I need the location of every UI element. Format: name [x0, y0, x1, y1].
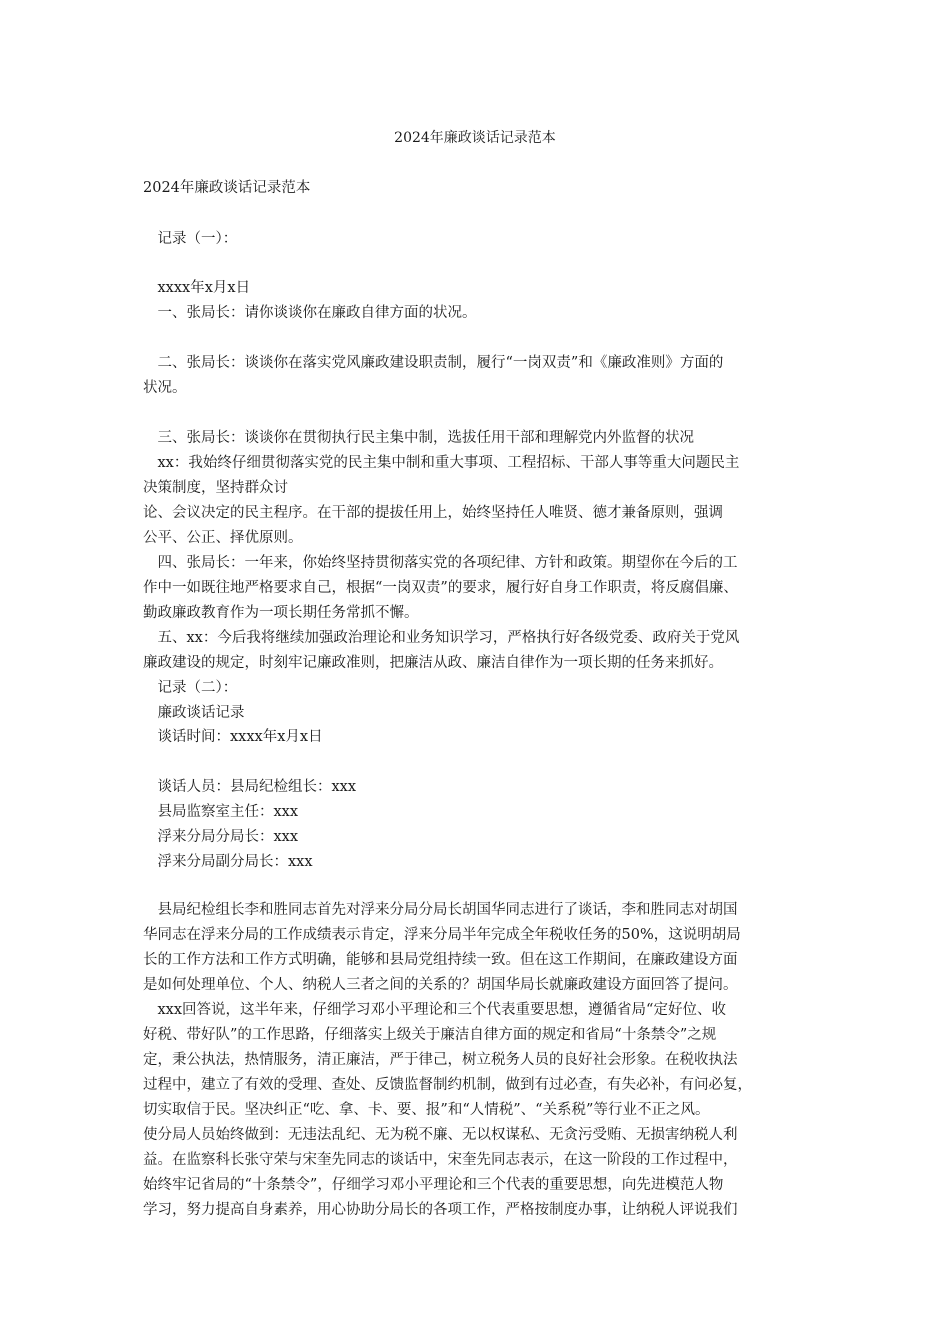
- text-line: 三、张局长：谈谈你在贯彻执行民主集中制，选拔任用干部和理解党内外监督的状况: [143, 430, 694, 446]
- text-line: 始终牢记省局的“十条禁令”，仔细学习邓小平理论和三个代表的重要思想，向先进模范人物: [143, 1177, 724, 1193]
- text-line: 好税、带好队”的工作思路，仔细落实上级关于廉洁自律方面的规定和省局“十条禁令”之规: [143, 1027, 717, 1043]
- text-line: 四、张局长：一年来，你始终坚持贯彻落实党的各项纪律、方针和政策。期望你在今后的工: [143, 555, 738, 571]
- text-line: 益。在监察科长张守荣与宋奎先同志的谈话中，宋奎先同志表示，在这一阶段的工作过程中，: [143, 1152, 738, 1168]
- text-line: 谈话人员：县局纪检组长：xxx: [143, 779, 357, 795]
- text-line: 使分局人员始终做到：无违法乱纪、无为税不廉、无以权谋私、无贪污受贿、无损害纳税人利: [143, 1127, 738, 1143]
- text-line: 过程中，建立了有效的受理、查处、反馈监督制约机制，做到有过必查，有失必补，有问必复，: [143, 1077, 752, 1093]
- document-heading: 2024年廉政谈话记录范本: [143, 180, 311, 196]
- text-line: 县局纪检组长李和胜同志首先对浮来分局分局长胡国华同志进行了谈话，李和胜同志对胡国: [143, 902, 738, 918]
- text-line: 论、会议决定的民主程序。在干部的提拔任用上，始终坚持任人唯贤、德才兼备原则，强调: [143, 505, 723, 521]
- text-line: 记录（一）：: [143, 231, 238, 247]
- text-line: 二、张局长：谈谈你在落实党风廉政建设职责制，履行“一岗双责”和《廉政准则》方面的: [143, 355, 724, 371]
- text-line: 作中一如既往地严格要求自己，根据“一岗双责”的要求，履行好自身工作职责，将反腐倡廉、: [143, 580, 738, 596]
- text-line: 谈话时间：xxxx年x月x日: [143, 729, 323, 745]
- text-line: 决策制度，坚持群众讨: [143, 480, 288, 496]
- text-line: 记录（二）：: [143, 680, 238, 696]
- text-line: 学习，努力提高自身素养，用心协助分局长的各项工作，严格按制度办事，让纳税人评说我们: [143, 1202, 738, 1218]
- text-line: 长的工作方法和工作方式明确，能够和县局党组持续一致。但在这工作期间，在廉政建设方面: [143, 952, 738, 968]
- text-line: 县局监察室主任：xxx: [143, 804, 299, 820]
- text-line: 一、张局长：请你谈谈你在廉政自律方面的状况。: [143, 305, 477, 321]
- text-line: 状况。: [143, 380, 187, 396]
- text-line: 浮来分局副分局长：xxx: [143, 854, 313, 870]
- text-line: 廉政谈话记录: [143, 705, 245, 721]
- text-line: xxx回答说，这半年来，仔细学习邓小平理论和三个代表重要思想，遵循省局“定好位、收: [143, 1002, 726, 1018]
- text-line: 浮来分局分局长：xxx: [143, 829, 299, 845]
- text-line: 华同志在浮来分局的工作成绩表示肯定，浮来分局半年完成全年税收任务的50%，这说明胡局: [143, 927, 741, 943]
- text-line: 公平、公正、择优原则。: [143, 530, 303, 546]
- text-line: xxxx年x月x日: [143, 280, 251, 296]
- document-title: 2024年廉政谈话记录范本: [394, 130, 556, 146]
- text-line: 是如何处理单位、个人、纳税人三者之间的关系的？胡国华局长就廉政建设方面回答了提问。: [143, 977, 738, 993]
- text-line: 廉政建设的规定，时刻牢记廉政准则，把廉洁从政、廉洁自律作为一项长期的任务来抓好。: [143, 655, 723, 671]
- text-line: 五、xx：今后我将继续加强政治理论和业务知识学习，严格执行好各级党委、政府关于党风: [143, 630, 740, 646]
- text-line: 定，秉公执法，热情服务，清正廉洁，严于律己，树立税务人员的良好社会形象。在税收执法: [143, 1052, 738, 1068]
- text-line: xx：我始终仔细贯彻落实党的民主集中制和重大事项、工程招标、干部人事等重大问题民主: [143, 455, 740, 471]
- text-line: 勤政廉政教育作为一项长期任务常抓不懈。: [143, 605, 419, 621]
- text-line: 切实取信于民。坚决纠正“吃、拿、卡、要、报”和“人情税”、“关系税”等行业不正之风。: [143, 1102, 710, 1118]
